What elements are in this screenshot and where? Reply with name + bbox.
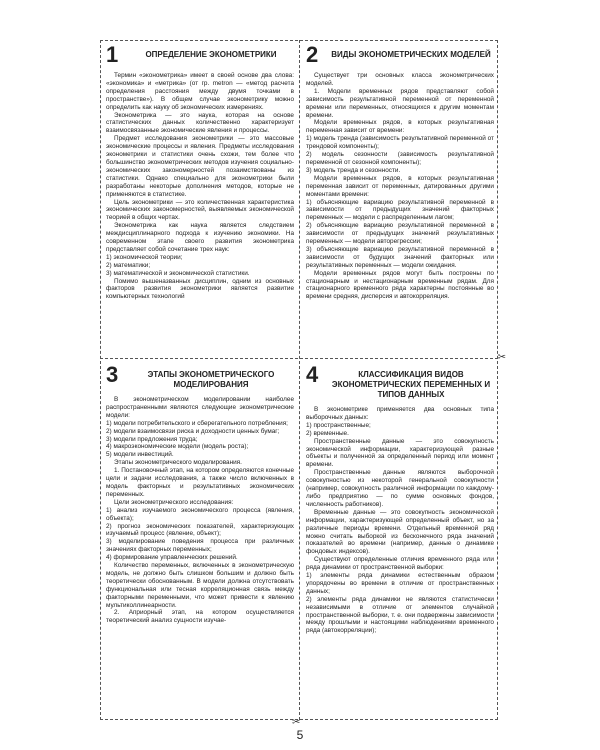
card-number: 4 bbox=[306, 364, 319, 387]
list-item: 1) пространственные; bbox=[306, 421, 371, 429]
paragraph: Пространственные данные — это совокупность экономической информации, характеризующей разные объекты и полученной за определенный период или момент времени. bbox=[306, 437, 494, 469]
paragraph: Этапы эконометрического моделирования. bbox=[114, 459, 242, 467]
card-header bbox=[306, 44, 494, 66]
list-item: 2) элементы ряда динамики не являются статистически независимыми в отличие от элементов случайной пространственной выборки, т. е. они подвержены зависимости между прошлыми и настоящими наблюдениями временного ряда (автокорреляции); bbox=[306, 595, 494, 635]
card-modeling-stages bbox=[106, 364, 294, 714]
list-item: 3) модели предложения труда; bbox=[106, 435, 198, 443]
card-number: 2 bbox=[306, 44, 319, 67]
card-title: ВИДЫ ЭКОНОМЕТРИЧЕСКИХ МОДЕЛЕЙ bbox=[331, 50, 491, 59]
list-item: 3) моделирование поведения процесса при различных значениях факторных переменных; bbox=[106, 538, 294, 554]
paragraph: Модели временных рядов, в которых результативная переменная зависит от времени: bbox=[306, 119, 494, 135]
list-item: 2) модели взаимосвязи риска и доходности ценных бумаг; bbox=[106, 427, 280, 435]
list-item: 1) экономической теории; bbox=[106, 253, 183, 261]
paragraph: Временные данные — это совокупность экономической информации, характеризующей определенный объект, но за различные периоды времени. Отдельный временной ряд можно считать выборкой из бесконечного ряда значений показателей во времени (например, данные о динамике фондовых индексов). bbox=[306, 508, 494, 556]
paragraph: Предмет исследования эконометрики — это массовые экономические процессы и явления. Предметы исследования эконометрики и статистики очень схожи, тем более что большинство эконометрических методов изучения социально-экономических закономерностей позаимствованы из статистики. Однако специально для эконометрики были разработаны некоторые дополнения методов, которые не применяются в статистике. bbox=[106, 135, 294, 198]
paragraph: Модели временных рядов могут быть построены по стационарным и нестационарным временным рядам. Для стационарного временного ряда характерны постоянные во времени средняя, дисперсия и автокорреляция. bbox=[306, 269, 494, 301]
list-item: 1) модели потребительского и сберегательного потребления; bbox=[106, 419, 288, 427]
paragraph: В эконометрике применяется два основных типа выборочных данных: bbox=[306, 406, 494, 421]
paragraph: Термин «эконометрика» имеет в своей основе два слова: «экономика» и «метрика» (от гр. metron — «метод расчета определения расстояния между двумя точками в пространстве»). В общем случае эконометрику можно определить как науку об экономических измерениях. bbox=[106, 72, 294, 111]
card-header bbox=[106, 364, 294, 390]
card-number: 3 bbox=[106, 364, 119, 387]
paragraph: Количество переменных, включенных в эконометрическую модель, не должно быть слишком большим и должно быть теоретически обоснованным. В модели должна отсутствовать функциональная или тесная корреляционная связь между факторными переменными, что может привести к явлению мультиколлинеарности. bbox=[106, 562, 294, 609]
paragraph: В эконометрическом моделировании наиболее распространенными являются следующие эконометрические модели: bbox=[106, 396, 294, 419]
list-item: 1) объясняющие вариацию результативной переменной в зависимости от предыдущих значений факторных переменных — модели с распределенным лагом; bbox=[306, 198, 494, 222]
paragraph: 2. Априорный этап, на котором осуществляется теоретический анализ сущности изучае- bbox=[106, 609, 294, 625]
list-item: 2) объясняющие вариацию результативной переменной в зависимости от предыдущих значений результативных переменных — модели авторегрессии; bbox=[306, 222, 494, 246]
paragraph: Пространственные данные являются выборочной совокупностью из некоторой генеральной совокупности (например, совокупность различной информации по каждому-либо предприятию — по сумме основных фондов, численность работников). bbox=[306, 469, 494, 508]
page-number: 5 bbox=[296, 728, 304, 742]
page-sheet bbox=[100, 40, 506, 728]
vertical-cut-line bbox=[299, 40, 300, 720]
list-item: 2) временные. bbox=[306, 429, 349, 437]
paragraph: Существуют определенные отличия временного ряда или ряда динамики от пространственной выборки: bbox=[306, 556, 494, 572]
paragraph: 1. Постановочный этап, на котором определяются конечные цели и задачи исследования, а также число включенных в модель факторных и результативных экономических переменных. bbox=[106, 467, 294, 498]
card-definition bbox=[106, 44, 294, 354]
card-title: ОПРЕДЕЛЕНИЕ ЭКОНОМЕТРИКИ bbox=[145, 50, 277, 59]
paragraph: Модели временных рядов, в которых результативная переменная зависит от переменных, датированных другими моментами времени: bbox=[306, 174, 494, 198]
list-item: 5) модели инвестиций. bbox=[106, 451, 174, 459]
list-item: 1) модель тренда (зависимость результативной переменной от трендовой компоненты); bbox=[306, 135, 494, 151]
list-item: 3) математической и экономической статистики. bbox=[106, 269, 250, 277]
list-item: 1) элементы ряда динамики естественным образом упорядочены во времени в отличие от пространственных данных; bbox=[306, 572, 494, 595]
card-title: ЭТАПЫ ЭКОНОМЕТРИЧЕСКОГО МОДЕЛИРОВАНИЯ bbox=[147, 370, 275, 389]
horizontal-cut-line bbox=[100, 358, 498, 359]
card-header bbox=[106, 44, 294, 66]
list-item: 4) формирование управленческих решений. bbox=[106, 554, 238, 562]
card-header bbox=[306, 364, 494, 400]
card-title: КЛАССИФИКАЦИЯ ВИДОВ ЭКОНОМЕТРИЧЕСКИХ ПЕРЕМЕННЫХ И ТИПОВ ДАННЫХ bbox=[331, 370, 491, 399]
list-item: 2) прогноз экономических показателей, характеризующих изучаемый процесс (явление, объект); bbox=[106, 522, 294, 538]
list-item: 3) модель тренда и сезонности. bbox=[306, 166, 401, 174]
paragraph: Существует три основных класса эконометрических моделей. bbox=[306, 72, 494, 87]
card-model-types bbox=[306, 44, 494, 354]
paragraph: Цель эконометрики — это количественная характеристика экономических закономерностей, выявляемых экономической теорией в общих чертах. bbox=[106, 198, 294, 222]
list-item: 3) объясняющие вариацию результативной переменной в зависимости от будущих значений факторных или результативных переменных — модели ожидания. bbox=[306, 245, 494, 269]
list-item: 1) анализ изучаемого экономического процесса (явления, объекта); bbox=[106, 506, 294, 522]
scissors-icon: ✂ bbox=[292, 717, 301, 728]
list-item: 2) математики; bbox=[106, 261, 151, 269]
paragraph: 1. Модели временных рядов представляют собой зависимость результативной переменной от переменной времени или переменных, относящихся к другим моментам времени. bbox=[306, 87, 494, 119]
card-number: 1 bbox=[106, 44, 119, 67]
paragraph: Цели эконометрического исследования: bbox=[114, 498, 234, 506]
scissors-icon: ✂ bbox=[497, 352, 506, 363]
paragraph: Эконометрика — это наука, которая на основе статистических данных количественно характеризует взаимосвязанные экономические явления и процессы. bbox=[106, 111, 294, 135]
paragraph: Помимо вышеназванных дисциплин, одним из основных факторов развития эконометрики является развитие компьютерных технологий bbox=[106, 277, 294, 301]
list-item: 4) макроэкономические модели (модель роста); bbox=[106, 443, 249, 451]
paragraph: Эконометрика как наука является следствием междисциплинарного подхода к изучению экономики. На современном этапе своего развития эконометрика представляет собой сочетание трех наук: bbox=[106, 222, 294, 253]
card-variable-classification bbox=[306, 364, 494, 714]
list-item: 2) модель сезонности (зависимость результативной переменной от сезонной компоненты); bbox=[306, 151, 494, 166]
